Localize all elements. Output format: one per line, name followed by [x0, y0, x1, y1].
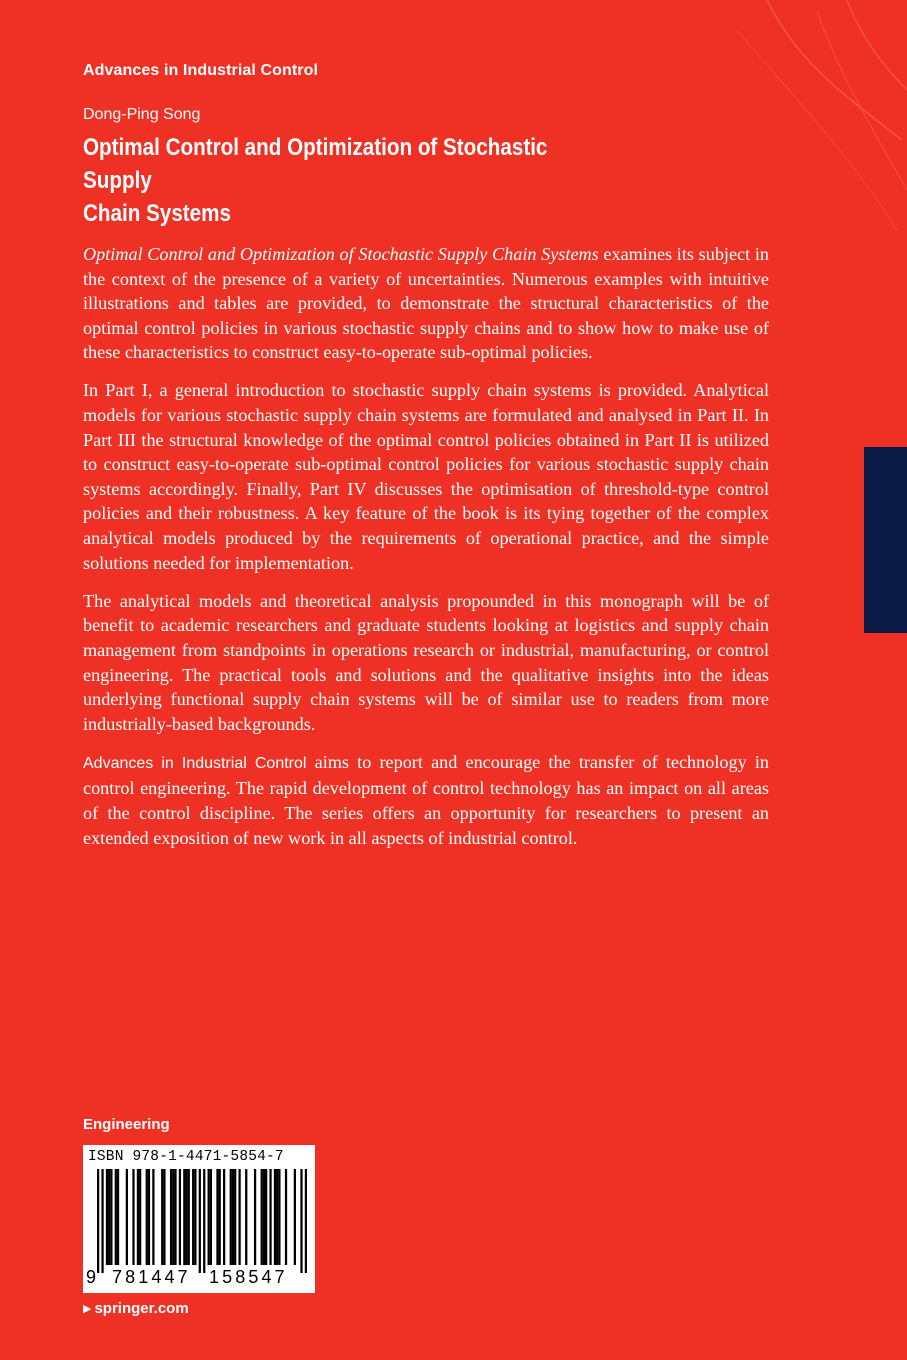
isbn-label: ISBN 978-1-4471-5854-7 [88, 1149, 284, 1165]
author-name: Dong-Ping Song [83, 106, 201, 123]
barcode-bar [117, 1169, 119, 1265]
barcode-bar [146, 1169, 148, 1265]
barcode-bar [285, 1169, 287, 1265]
barcode-bar [216, 1169, 218, 1265]
paragraph-1-text: examines its subject in the context of the presence of a variety of uncertainties. Numerous examples with intuitive illustrations and tables are provided, to demonstrate the structural characteristics of the optimal control policies in various stochastic supply chains and to show how to make use of these characteristics to construct easy-to-operate sub-optimal policies. [83, 244, 769, 363]
description-paragraph-3: The analytical models and theoretical analysis propounded in this monograph will be of benefit to academic researchers and graduate students looking at logistics and supply chain management from standpoints in operations research or industrial, manufacturing, or control engineering. The practical tools and solutions and the qualitative insights into the ideas underlying functional supply chain systems will be of similar use to readers from more industrially-based backgrounds. [83, 590, 769, 734]
website-text: springer.com [94, 1300, 189, 1317]
barcode-bar [170, 1169, 172, 1265]
barcode-bar [192, 1169, 194, 1265]
barcode-bar [238, 1169, 240, 1265]
barcode-bar [234, 1169, 236, 1265]
barcode-bar [208, 1169, 210, 1265]
barcode-bar [261, 1169, 263, 1265]
barcode-bar [148, 1169, 150, 1265]
isbn-barcode [83, 1145, 315, 1293]
barcode-bar [294, 1169, 296, 1265]
barcode-lead-digit: 9 [86, 1267, 97, 1287]
barcode-left-digits: 781447 [112, 1267, 191, 1287]
description-paragraph-4 [83, 750, 769, 850]
barcode-bar [137, 1169, 139, 1265]
book-title [83, 131, 599, 230]
barcode-bar [152, 1169, 154, 1265]
barcode-bar [161, 1169, 163, 1265]
barcode-bar [110, 1169, 112, 1265]
decorative-light-streaks [647, 0, 907, 240]
barcode-bar [199, 1169, 201, 1273]
description [83, 242, 769, 864]
barcode-bar [210, 1169, 212, 1265]
barcode-bar [163, 1169, 165, 1265]
barcode-bar [106, 1169, 108, 1265]
barcode-bar [126, 1169, 128, 1265]
publisher-website[interactable] [83, 1300, 189, 1317]
barcode-bar [245, 1169, 247, 1265]
barcode-bar [188, 1169, 190, 1265]
barcode-bar [132, 1169, 134, 1265]
barcode-bar [108, 1169, 110, 1265]
book-title-line-1: Optimal Control and Optimization of Stochastic Supply [83, 134, 548, 194]
barcode-bar [179, 1169, 181, 1265]
barcode-bar [230, 1169, 232, 1265]
barcode-bar [219, 1169, 221, 1265]
book-title-italic: Optimal Control and Optimization of Stochastic Supply Chain Systems [83, 244, 599, 264]
barcode-bar [278, 1169, 280, 1265]
barcode-bar [203, 1169, 205, 1273]
series-name: Advances in Industrial Control [83, 62, 319, 79]
barcode-bar [139, 1169, 141, 1265]
book-title-line-2: Chain Systems [83, 200, 231, 227]
barcode-bar [101, 1169, 103, 1273]
barcode-bar [274, 1169, 276, 1265]
barcode-bar [115, 1169, 117, 1265]
barcode-bar [269, 1169, 271, 1265]
barcode-bar [305, 1169, 307, 1273]
barcode-bar [263, 1169, 265, 1265]
barcode-bar [265, 1169, 267, 1265]
barcode-bar [194, 1169, 196, 1265]
barcode-bar [174, 1169, 176, 1265]
barcode-bar [300, 1169, 302, 1273]
triangle-right-icon: ▶ [83, 1303, 92, 1315]
spine-tab [864, 447, 907, 633]
barcode-bar [183, 1169, 185, 1265]
barcode-bar [185, 1169, 187, 1265]
barcode-bar [254, 1169, 256, 1265]
paragraph-4-text: aims to report and encourage the transfer of technology in control engineering. The rapid development of control technology has an impact on all areas of the control discipline. The series offers an opportunity for researchers to present an extended exposition of new work in all aspects of industrial control. [83, 751, 769, 848]
subject-category: Engineering [83, 1116, 170, 1133]
barcode-bar [223, 1169, 225, 1265]
barcode-bar [232, 1169, 234, 1265]
barcode-right-digits: 158547 [209, 1267, 288, 1287]
barcode-bar [97, 1169, 99, 1273]
barcode-bar [172, 1169, 174, 1265]
description-paragraph-2: In Part I, a general introduction to stochastic supply chain systems is provided. Analytical models for various stochastic supply chain systems are formulated and analysed in Part II. In Part III the structural knowledge of the optimal control policies obtained in Part II is utilized to construct easy-to-operate sub-optimal control policies for various stochastic supply chain systems accordingly. Finally, Part IV discusses the optimisation of threshold-type control policies and their robustness. A key feature of the book is its tying together of the complex analytical models produced by the requirements of operational practice, and the simple solutions needed for implementation. [83, 380, 769, 573]
barcode-bar [276, 1169, 278, 1265]
description-paragraph-1 [83, 242, 769, 365]
series-name-inline: Advances in Industrial Control [83, 754, 307, 772]
barcode-bars [97, 1169, 307, 1273]
